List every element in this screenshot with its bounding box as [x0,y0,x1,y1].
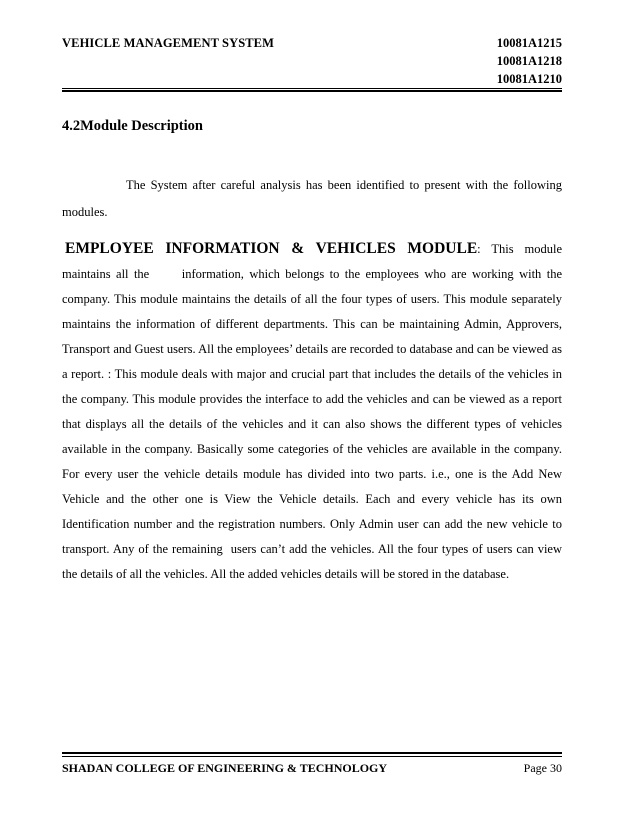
section-title: 4.2Module Description [62,118,203,134]
module-paragraph [62,236,566,587]
footer-institution: SHADAN COLLEGE OF ENGINEERING & TECHNOLOGY [62,761,388,775]
module-heading: EMPLOYEE INFORMATION & VEHICLES MODULE [65,240,478,257]
page-number: Page 30 [523,761,562,775]
header-title: VEHICLE MANAGEMENT SYSTEM [62,36,275,50]
module-body: : This module maintains all the information, which belongs to the employees who are working with the company. This module maintains the details of all the four types of users. This module separately maintains the information of different departments. This can be maintaining Admin, Approvers, Transport and Guest users. All the employees’ details are recorded to database and can be viewed as a report. : This module deals with major and crucial part that includes the details of the vehicles in the company. This module provides the interface to add the vehicles and can be viewed as a report that displays all the details of the vehicles and it can also shows the different types of vehicles available in the company. Basically some categories of the vehicles are available in the company. For every user the vehicle details module has divided into two parts. i.e., one is the Add New Vehicle and the other one is View the Vehicle details. Each and every vehicle has its own Identification number and the registration numbers. Only Admin user can add the new vehicle to transport. Any of the remaining users can’t add the vehicles. All the four types of users can view the details of all the vehicles. All the added vehicles details will be stored in the database. [62,242,566,581]
roll-number: 10081A1218 [496,54,562,68]
header-divider-thick [62,90,562,92]
footer-divider [62,756,562,757]
roll-number: 10081A1215 [496,36,562,50]
page-header [62,36,562,84]
header-roll-numbers [497,34,562,88]
intro-paragraph: The System after careful analysis has been identified to present with the following modules. [62,178,562,219]
header-divider [62,88,562,89]
footer-divider-thick [62,752,562,754]
roll-number: 10081A1210 [496,72,562,86]
